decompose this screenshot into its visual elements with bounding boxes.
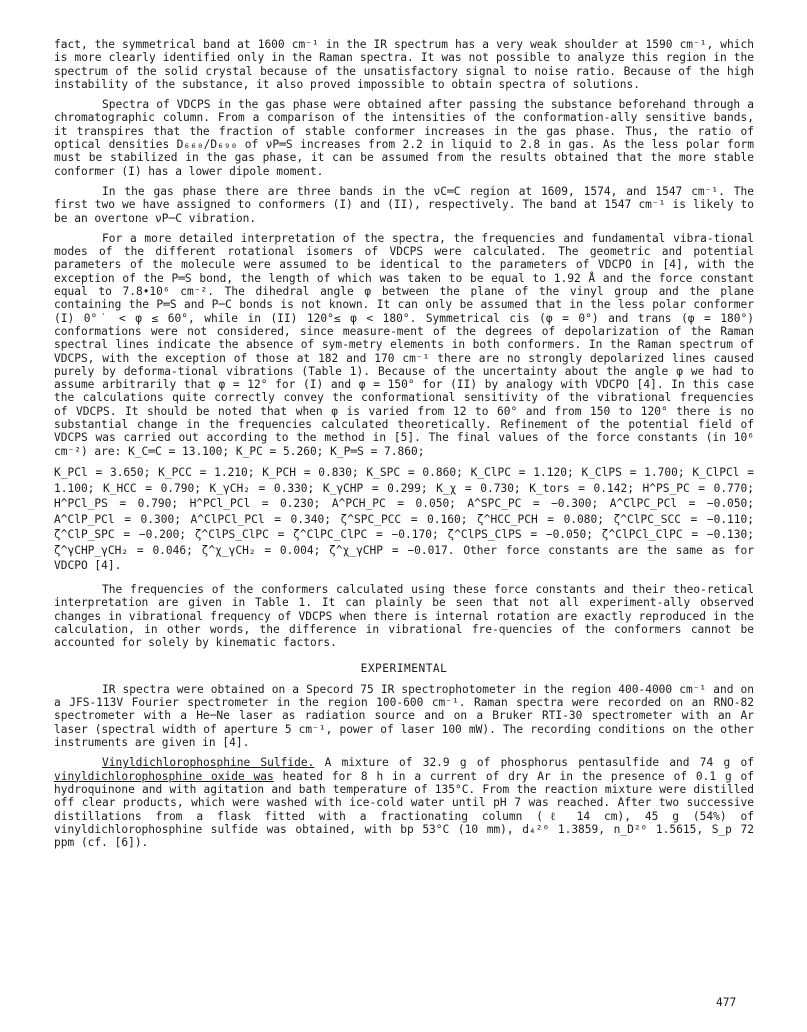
section-heading-experimental: EXPERIMENTAL (360, 661, 448, 675)
paragraph-4: For a more detailed interpretation of the spectra, the frequencies and fundamental vibra-tional modes of the different rotational isomers of VDCPS were calculated. The geometric and potential parameters of the molecule were assumed to be identical to the parameters of VDCPO in [4], with the exception of the P═S bond, the length of which was taken to be equal to 1.92 Å and the force constant equal to 7.8•10⁶ cm⁻². The dihedral angle φ between the plane of the vinyl group and the plane containing the P═S and P─C bonds is not known. It can only be assumed that in the less polar conformer (I) 0°˙ < φ ≤ 60°, while in (II) 120°≤ φ < 180°. Symmetrical cis (φ = 0°) and trans (φ = 180°) conformations were not considered, since measure-ment of the degrees of depolarization of the Raman spectral lines indicate the absence of sym-metry elements in both conformers. In the Raman spectrum of VDCPS, with the exception of those at 182 and 170 cm⁻¹ there are no strongly depolarized lines caused purely by deforma-tional vibrations (Table 1). Because of the uncertainty about the angle φ we had to assume arbitrarily that φ = 12° for (I) and φ = 150° for (II) by analogy with VDCPO [4]. In this case the calculations quite correctly convey the conformational sensitivity of the vibrational frequencies of VDCPS. It should be noted that when φ is varied from 12 to 60° and from 150 to 120° there is no substantial change in the frequencies calculated theoretically. Refinement of the potential field of VDCPS was carried out according to the method in [5]. The final values of the force constants (in 10⁶ cm⁻²) are: K_C═C = 13.100; K_PC = 5.260; K_P═S = 7.860; (54, 231, 754, 458)
force-constants-list: K_PCl = 3.650; K_PCC = 1.210; K_PCH = 0.830; K_SPC = 0.860; K_ClPC = 1.120; K_ClPS = 1.700; K_ClPCl = 1.100; K_HCC = 0.790; K_γCH₂ = 0.330; K_γCHP = 0.299; K_χ = 0.730; K_tors = 0.142; H^PS_PC = 0.770; H^PCl_PS = 0.790; H^PCl_PCl = 0.230; A^PCH_PC = 0.050; A^SPC_PC = −0.300; A^ClPC_PCl = −0.050; A^ClP_PCl = 0.300; A^ClPCl_PCl = 0.340; ζ^SPC_PCC = 0.160; ζ^HCC_PCH = 0.080; ζ^ClPC_SCC = −0.110; ζ^ClP_SPC = −0.200; ζ^ClPS_ClPC = ζ^ClPC_ClPC = −0.170; ζ^ClPS_ClPS = −0.050; ζ^ClPCl_ClPC = −0.130; ζ^γCHP_γCH₂ = 0.046; ζ^χ_γCH₂ = 0.004; ζ^χ_γCHP = −0.017. Other force constants are the same as for VDCPO [4]. (54, 465, 754, 573)
page-number: 477 (716, 996, 737, 1009)
paragraph-7-text-b: heated for 8 h in a current of dry Ar in the presence of 0.1 g of hydroquinone and with agitation and bath temperature of 135°C. From the reaction mixture were distilled off clear products, which were washed with ice-cold water until pH 7 was reached. After two successive distillations from a flask fitted with a fractionating column (ℓ 14 cm), 45 g (54%) of vinyldichlorophosphine sulfide was obtained, with bp 53°C (10 mm), d₄²⁰ 1.3859, n_D²⁰ 1.5615, S_p 72 ppm (cf. [6]). (54, 769, 754, 850)
paragraph-2: Spectra of VDCPS in the gas phase were obtained after passing the substance beforehand through a chromatographic column. From a comparison of the intensities of the conformation-ally sensitive bands, it transpires that the fraction of stable conformer increases in the gas phase. Thus, the ratio of optical densities D₆₆₀/D₆₉₀ of νP═S increases from 2.2 in liquid to 2.8 in gas. As the less polar form must be stabilized in the gas phase, it can be assumed from the results obtained that the more stable conformer (I) has a lower dipole moment. (54, 98, 754, 178)
paragraph-7 (54, 756, 754, 849)
paragraph-5: The frequencies of the conformers calculated using these force constants and their theo-retical interpretation are given in Table 1. It can plainly be seen that not all experiment-ally observed changes in vibrational frequency of VDCPS when there is internal rotation are exactly reproduced in the calculation, in other words, the difference in vibrational fre-quencies of the conformers cannot be accounted for solely by kinematic factors. (54, 583, 754, 650)
paragraph-6: IR spectra were obtained on a Specord 75 IR spectrophotometer in the region 400-4000 cm⁻¹ and on a JFS-113V Fourier spectrometer in the region 100-600 cm⁻¹. Raman spectra were recorded on an RNO-82 spectrometer with a He─Ne laser as radiation source and on a Bruker RTI-30 spectrometer with an Ar laser (spectral width of aperture 5 cm⁻¹, power of laser 100 mW). The recording conditions on the other instruments are given in [4]. (54, 682, 754, 750)
paragraph-1: fact, the symmetrical band at 1600 cm⁻¹ in the IR spectrum has a very weak shoulder at 1590 cm⁻¹, which is more clearly identified only in the Raman spectra. It was not possible to analyze this region in the spectrum of the solid crystal because of the unsatisfactory signal to noise ratio. Because of the high instability of the substance, it also proved impossible to obtain spectra of solutions. (54, 38, 754, 91)
paragraph-7-underlined: vinyldichlorophosphine oxide was (54, 769, 274, 783)
paragraph-7-text-a: A mixture of 32.9 g of phosphorus pentasulfide and 74 g of (314, 756, 754, 770)
compound-title: Vinyldichlorophosphine Sulfide. (102, 756, 315, 770)
paragraph-3: In the gas phase there are three bands in the νC═C region at 1609, 1574, and 1547 cm⁻¹. The first two we have assigned to conformers (I) and (II), respectively. The band at 1547 cm⁻¹ is likely to be an overtone νP─C vibration. (54, 184, 754, 225)
article-page (54, 38, 754, 856)
